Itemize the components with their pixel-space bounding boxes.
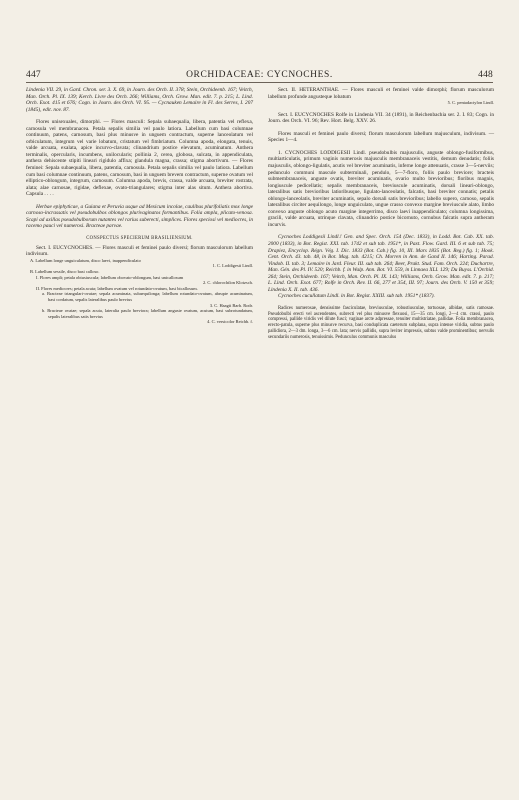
left-column [26,87,253,325]
key-entry-text: I. Flores ampli; petala obtusiuscula; labellum obovato-oblongum, basi unicallosum [36,274,184,280]
header-rule [26,82,493,83]
conspectus-sect2: Sect. II. HETERANTHAE. — Flores masculi et feminei valde dimorphi; florum masculorum labellum profunde angusteque lobatum [268,87,494,100]
key-entry [26,308,253,319]
key-entry [26,291,253,302]
running-title: ORCHIDACEAE: CYCNOCHES. [186,70,333,80]
species-description: 1. CYCNOCHES LODDIGESII Lindl. pseudobulbis majusculis, anguste oblongo-fusiformibus, multiarticulatis, primum vaginis numerosis majusculis membranaceis vestitis, demum denudatis; foliis majusculis, oblongo-ligulatis, acutis vel breviter acuminatis, inferne longe attenuatis, crasse 3—5-nerviis; pedunculo communi mascule subterminali, pendulo, 5—7-floro, foliis paulo breviore; bracteis submembranaceis, anguste ovatis, breviter acuminatis, ovario multo brevioribus; floribus magnis, longiuscule pedicellatis; sepalis membranaceis, breviuscule acuminatis, dorsali lineari-oblongo, lateralibus satis brevioribus latioribusque, ligulato-lanceolatis, falcatis, basi breviter connatis; petalis oblongo-lanceolatis, breviter acuminatis, sepalo dorsali satis brevioribus; labello supero, carnoso, sepalis lateralibus circiter aequilongo, longe unguiculato, ungue crasso convexo margine breviuscule alato, limbo convexo anguste oblongo acuto margine integerrimo, disco laevi inappendiculato; columna longissima, gracili, valde arcuata, utrinque clavata, clinandrio postice bicornuto, cornubus falcatis supra antheram incurvis. [268,149,494,228]
key-entry-text: a. Bracteae triangulari-ovatae; sepala acuminata, subaequilonga; labellum rotundato-ovatum, abrupte acuminatum, basi cordatum, sepalis lateralibus paulo brevius [42,291,253,302]
key-entry-species: 3. C. Haagii Barb. Rodr. [209,302,253,308]
key-entry-text: II. Flores mediocres; petala acuta; labellum ovatum vel rotundato-ovatum, basi bicallosum. [36,285,198,291]
species-key [26,258,253,325]
conspectus-sect1: Sect. I. EUCYCNOCHES. — Flores masculi et feminei paulo diversi; florum masculorum labellum indivisum. [26,244,253,258]
species-morphology: Radices numerosae, densissime fasciculatae, breviusculae, robustiusculae, tortuosae, albidae, satis ramosae. Pseudobulbi erecti vel ascendentes, subrecti vel plus minusve flexuosi, 15—35 cm. longi, 2—4 cm. crassi, paulo compressi, pallide viridis vel dilute fusci; vaginae arcte adpressae, tenuiter multistriatae, pallidae. Folia membranacea, erecto-patula, superne plus minusve recurva, basi conduplicata caeterum subplana, supra intense viridia, subtus paulo pallidiora, 2—3 dm. longa, 3—6 cm. lata; nervis pallidis, supra leviter impressis, subtus valde prominentibus; nervulis secundariis numerosis, tenuissimis. Pedunculus communis masculus [268,305,494,340]
key-entry-text: b. Bracteae ovatae; sepala acuta, lateralia paulo breviora; labellum anguste ovatum, acutum, basi subrotundatum, sepalis lateralibus satis brevius [42,308,253,319]
key-entry-text: B. Labellum sessile, disco basi calloso. [30,268,100,274]
species-citations: Cycnoches Loddigesii Lindl.! Gen. and Spec. Orch. 154 (Dec. 1833), in Lodd. Bot. Cab. XX. tab. 2000 (1833), in Bot. Regist. XXI. tab. 1742 et sub tab. 1951*, in Paxt. Flow. Gard. III. 6 et sub tab. 75; Drapiez, Encyclop. Régn. Vég. I. Dic. 1833 (Bot. Cab.) fig. 10, III. Mars 1835 (Bot. Reg.) fig. 1; Hook. Cent. Orch. 43. tab. 48, in Bot. Mag. tab. 4215; Ch. Morren in Ann. de Gand II. 146; Harting. Parad. Vindob. II. tab. 3; Lemaire in Jard. Fleur. III. sub tab. 264; Beer, Prakt. Stud. Fam. Orch. 224; Duchartre, Man. Gén. des Pl. IV. 520; Reichb. f. in Walp. Ann. Bot. VI. 559, in Linnaea XLI. 129; Du Buyss. L'Orchid. 264; Stein, Orchideenb. 167; Veitch, Man. Orch. Pl. IX. 143; Williams, Orch. Grow. Man. edit. 7. p. 217; L. Lind. Orch. Exot. 677; Rolfe in Orch. Rev. II. 66, 277 et 354, III. 97; Journ. des Orch. V. 150 et 359; Lindenia X. II. tab. 436. [268,234,494,293]
page-number-right: 448 [478,70,493,80]
key-entry-species: 4. C. versicolor Reichb. f. [207,319,253,325]
key-entry-species: 1. C. Loddigesii Lindl. [212,263,253,269]
key-entry-text: A. Labellum longe unguiculatum, disco laevi, inappendiculato [30,257,141,263]
references-top: Lindenia VII. 29, in Gard. Chron. ser. 3. X. 69, in Journ. des Orch. II. 378; Stein, Orchideenb. 167; Veitch, Man. Orch. Pl. IX. 139; Kerch. Livre des Orch. 266; Williams, Orch. Grow. Man. edit. 7. p. 215; L. Lind. Orch. Exot. 415 et 676; Cogn. in Journ. des Orch. VI. 95. — Cycnauken Lemaire in Fl. des Serres, I. 207 (1845), edit. nov. 87. [26,87,253,113]
section-description: Flores masculi et feminei paulo diversi; florum masculorum labellum majusculum, indivisum. — Species 1—4. [268,130,494,144]
habitat-paragraph: Herbae epiphyticae, a Guiana et Peruvia usque ad Mexicum incolae, caulibus plurifoliatis mox longe carnoso-incrassatis vel pseudobulbos oblongos plurivaginatos formantibus. Folia ampla, plicato-venosa. Scapi ad axillas pseudobulborum nutantes vel rarius suberecti, simplices. Flores speciosi vel mediocres, in racemo pauci vel numerosi. Bracteae parvae. [26,203,253,230]
page-number-left: 447 [26,70,41,80]
conspectus-title: CONSPECTUS SPECIERUM BRASILIENSIUM. [86,235,193,241]
right-column [268,87,494,340]
key-entry-species: 2. C. chlorochilon Klotzsch. [202,280,253,286]
genus-description: Flores unisexuales, dimorphi. — Flores masculi: Sepala subaequalia, libera, patentia vel reflexa, carnosula vel membranacea. Petala sepalis similia vel paulo latiora. Labellum cum basi columnae continuum, patens, carnosum, basi plus minusve in unguem contractum, superne lanceolatum vel orbiculatum, integrum vel varie lobatum, cristatum vel fimbriatum. Columna apoda, elongata, tenuis, valde arcuata, exalata, apice incurvo-clavata; clinandrium postice elevatum, acuminatum. Anthera terminalis, opercularis, incumbens, unilocularis; pollinia 2, cerea, globosa, sulcata, in appendiculata, anthera dehiscente stipiti lineari rigidulo affixa; glandula magna, crassa; stigma abortivum. — Flores feminei: Sepala subaequalia, libera, patentia, carnosula. Petala sepalis similia vel paulo latiora. Labellum cum basi columnae continuum, patens, carnosum, basi in unguem brevem contractum, superne ovatum vel elliptico-oblongum, integrum, carnosum. Columna apoda, brevis, crassa, valde arcuata, breviter rostrata, alata; alae carnosae, rigidae, deflexae, ovato-triangulares; stigma inter alas situm. Anthera abortiva. Capsula . . . . [26,119,253,198]
sect2-species: 5. C. pentadactylon Lindl. [447,100,494,106]
section-heading: Sect. I. EUCYCNOCHES Rolfe in Lindenia VII. 34 (1891), in Reichenbachia ser. 2. I. 83; Cogn. in Journ. des Orch. VI. 96; Rev. Hort. Belg. XXV. 26. [268,111,494,125]
species-synonym: Cycnoches cucullatum Lindl. in Bot. Regist. XXIII. sub tab. 1951* (1837). [278,293,435,300]
